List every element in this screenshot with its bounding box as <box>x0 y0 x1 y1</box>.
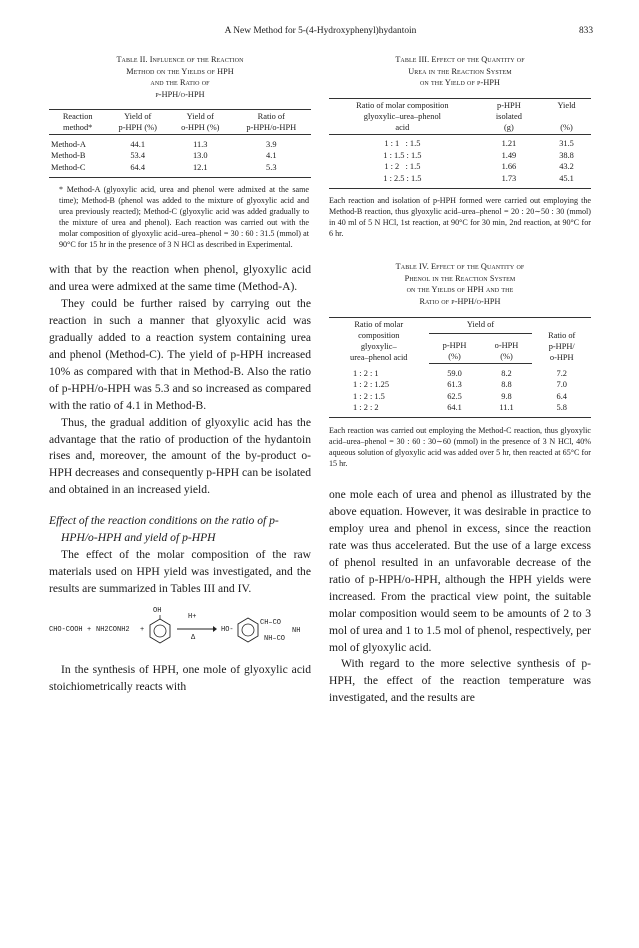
equation-catalyst: H+ <box>188 612 197 621</box>
left-column <box>49 54 311 695</box>
table-4-caption-line: Phenol in the Reaction System <box>404 273 516 283</box>
equation-nh-co: NH–CO <box>264 634 286 643</box>
table-3-caption <box>329 54 591 89</box>
table-3-header-cell: p-HPH isolated (g) <box>476 98 542 134</box>
equation-ch-co: CH–CO <box>260 618 282 627</box>
paragraph: With regard to the more selective synthesis of p-HPH, the effect of the reaction temperature was investigated, and the results are <box>329 657 591 705</box>
equation-ho-label: HO- <box>221 625 234 634</box>
right-body-text <box>329 487 591 707</box>
table-3-caption-line: on the Yield of p-HPH <box>420 78 500 88</box>
benzene-ring-icon <box>235 617 261 643</box>
table-3-header-cell: Ratio of molar composition glyoxylic–urea–phenol acid <box>329 98 476 134</box>
table-2-header-cell: Yield of p-HPH (%) <box>106 110 169 135</box>
table-row: 1 : 1 : 1.5 1.21 31.5 <box>384 139 574 149</box>
table-4-note: Each reaction was carried out employing the Method-C reaction, thus glyoxylic acid–urea–phenol = 30 : 60 : 30∼60 (mmol) in the presence of 3 N HCl, 40% aqueous solution of glyoxylic acid was added over 5 hr, then reacted at 65°C for 15 hr. <box>329 426 591 469</box>
table-row: 1 : 2 : 1.5 62.5 9.8 6.4 <box>353 391 567 401</box>
table-4-header-cell: Ratio of molar composition glyoxylic– urea–phenol acid <box>350 319 408 362</box>
table-4-caption-line: Table IV. Effect of the Quantity of <box>395 262 525 272</box>
table-2-caption <box>49 54 311 100</box>
table-4-grid <box>329 317 591 419</box>
left-body-text-2 <box>49 547 311 598</box>
page-number: 833 <box>578 26 593 36</box>
table-row: 1 : 2.5 : 1.5 1.73 45.1 <box>383 173 574 183</box>
equation-plus: + <box>140 625 145 634</box>
table-row: 1 : 2 : 1 59.0 8.2 7.2 <box>353 368 567 378</box>
table-4-caption <box>329 261 591 307</box>
table-4-header-cell: p-HPH (%) <box>429 334 481 364</box>
table-row: 1 : 2 : 1.25 61.3 8.8 7.0 <box>353 380 567 390</box>
paragraph: one mole each of urea and phenol as illustrated by the above equation. However, it was desirable in practice to employ urea and phenol in excess, since the reaction rate was thus accelerated. But the use of a large excess of phenol resulted in an unfavorable decrease of the ratio of p-HPH/o-HPH, although the HPH yields were increased. From the practical view point, the suitable molar composition would seem to be amounts of 2 to 3 mol of urea and 1 to 1.5 mol of phenol, respectively, per mol of glyoxylic acid. <box>329 488 591 654</box>
paragraph: The effect of the molar composition of the raw materials used on HPH yield was investigated, and the results are summarized in Tables III and IV. <box>49 547 311 595</box>
table-2-caption-line: p-HPH/o-HPH <box>155 89 205 99</box>
table-row: Method-C 64.4 12.1 5.3 <box>51 162 277 172</box>
paragraph: Thus, the gradual addition of glyoxylic acid has the advantage that the ratio of production of the hydantoin rises and, moreover, the amount of the by-product o-HPH decreases and consequently p-HPH can be isolated and obtained in an increased yield. <box>49 415 311 497</box>
table-3-note: Each reaction and isolation of p-HPH formed were carried out employing the Method-B reaction, thus glyoxylic acid–urea–phenol = 20 : 20∼50 : 30 (mmol) in 40 ml of 5 N HCl, 1st reaction, at 90°C for 30 min, 2nd reaction, at 90°C for 6 hr. <box>329 195 591 239</box>
table-4-caption-line: on the Yields of HPH and the <box>406 285 514 295</box>
equation-plus: + <box>87 625 92 634</box>
table-2-caption-line: Method on the Yields of HPH <box>126 66 234 76</box>
equation-reactant-urea: NH2CONH2 <box>96 625 130 634</box>
table-3-header-cell: Yield (%) <box>542 98 591 134</box>
table-row: 1 : 2 : 2 64.1 11.1 5.8 <box>353 403 567 413</box>
left-body-text-3 <box>49 662 311 696</box>
left-body-text <box>49 262 311 499</box>
table-row: 1 : 2 : 1.5 1.66 43.2 <box>384 162 574 172</box>
paragraph: In the synthesis of HPH, one mole of glyoxylic acid stoichiometrically reacts with <box>49 662 311 693</box>
equation-heat: Δ <box>191 633 196 642</box>
table-2-header-cell: Reaction method* <box>49 110 106 135</box>
paragraph: with that by the reaction when phenol, glyoxylic acid and urea were admixed at the same time (Method-A). <box>49 263 311 294</box>
table-2-grid <box>49 109 311 178</box>
paragraph: They could be further raised by carrying out the reaction in such a manner that glyoxylic acid was gradually added to a reaction system containing urea and phenol (Method-C). The yield of p-HPH increased 10% as compared with that in Method-B. Also the ratio of p-HPH/o-HPH was 5.3 and so increased as compared with the ratio of 4.1 in Method-B. <box>49 297 311 412</box>
table-4-header-cell: o-HPH (%) <box>481 334 533 364</box>
table-row: Method-A 44.1 11.3 3.9 <box>51 139 277 149</box>
table-row: Method-B 53.4 13.0 4.1 <box>51 151 277 161</box>
table-2-footnote: * Method-A (glyoxylic acid, urea and phenol were admixed at the same time); Method-B (phenol was added to the mixture of glyoxylic acid and urea previously reacted); Method-C (glyoxylic acid was added gradually to the mixture of urea and phenol). Each reaction was carried out with the molar composition of glyoxylic acid–urea–phenol = 30 : 60 : 31.5 (mmol) at 90°C for 15 hr in the presence of 3 N HCl as described in Experimental. <box>59 184 309 250</box>
equation-oh-label: OH <box>153 606 162 615</box>
table-2 <box>49 54 311 250</box>
phenol-ring-icon <box>147 615 173 645</box>
table-2-header-cell: Yield of o-HPH (%) <box>169 110 232 135</box>
table-2-caption-line: Table II. Influence of the Reaction <box>116 55 244 64</box>
right-column <box>329 54 591 707</box>
section-heading: Effect of the reaction conditions on the ratio of p-HPH/o-HPH and yield of p-HPH <box>49 514 279 545</box>
table-4-header-cell: Ratio of p-HPH/ o-HPH <box>548 330 576 362</box>
table-2-caption-line: and the Ratio of <box>150 78 210 88</box>
table-4-caption-line: Ratio of p-HPH/o-HPH <box>419 296 501 306</box>
running-title: A New Method for 5-(4-Hydroxyphenyl)hydantoin <box>224 26 417 36</box>
table-2-header-cell: Ratio of p-HPH/o-HPH <box>232 110 311 135</box>
table-3-caption-line: Urea in the Reaction System <box>408 66 512 76</box>
equation-nh: NH <box>292 626 301 635</box>
equation-reactant-glyoxylic: CHO-COOH <box>49 625 83 634</box>
running-header <box>48 26 593 40</box>
table-3 <box>329 54 591 239</box>
reaction-equation <box>49 604 311 654</box>
table-row: 1 : 1.5 : 1.5 1.49 38.8 <box>383 150 574 160</box>
reaction-arrow-icon <box>177 625 217 633</box>
table-4-header-cell: Yield of <box>429 317 533 334</box>
table-3-caption-line: Table III. Effect of the Quantity of <box>395 55 525 64</box>
table-4 <box>329 261 591 469</box>
table-3-grid <box>329 98 591 189</box>
